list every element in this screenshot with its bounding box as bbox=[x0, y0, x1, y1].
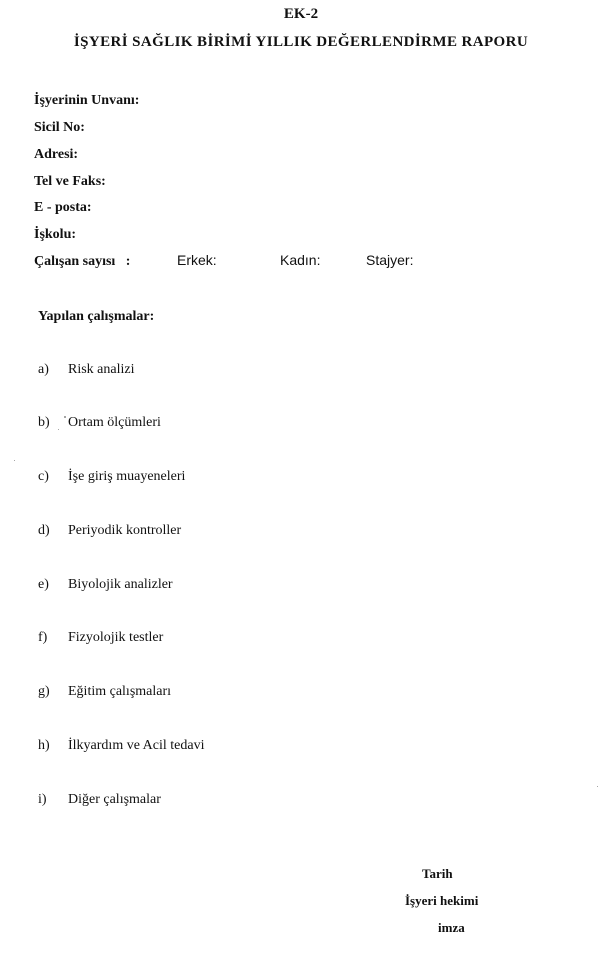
activity-text: Risk analizi bbox=[68, 362, 135, 377]
activity-text: Biyolojik analizler bbox=[68, 577, 173, 592]
employee-male-label: Erkek: bbox=[177, 252, 217, 268]
activity-item bbox=[38, 415, 161, 431]
field-phone-fax: Tel ve Faks: bbox=[34, 174, 106, 189]
field-registry-no: Sicil No: bbox=[34, 120, 85, 135]
document-code: EK-2 bbox=[283, 6, 319, 22]
activity-item bbox=[38, 738, 204, 754]
activity-text: Eğitim çalışmaları bbox=[68, 684, 172, 699]
activities-heading: Yapılan çalışmalar: bbox=[38, 309, 155, 324]
signature-doctor: İşyeri hekimi bbox=[405, 893, 479, 908]
scan-speck bbox=[597, 786, 598, 787]
document-title: İŞYERİ SAĞLIK BİRİMİ YILLIK DEĞERLENDİRME RAPORU bbox=[73, 34, 529, 50]
activity-item bbox=[38, 523, 181, 539]
activity-item bbox=[38, 684, 171, 700]
scan-speck bbox=[14, 460, 15, 461]
activity-letter: c) bbox=[38, 469, 49, 484]
activity-letter: g) bbox=[38, 684, 50, 699]
employee-count-label: Çalışan sayısı : bbox=[34, 254, 131, 269]
activity-letter: e) bbox=[38, 577, 49, 592]
signature-sign: imza bbox=[438, 920, 465, 935]
activity-letter: f) bbox=[38, 630, 48, 645]
activity-item bbox=[38, 792, 161, 808]
activity-letter: i) bbox=[38, 792, 47, 807]
field-industry: İşkolu: bbox=[34, 227, 77, 242]
activity-text: Ortam ölçümleri bbox=[68, 415, 161, 430]
activity-item bbox=[38, 469, 185, 485]
activity-text: Fizyolojik testler bbox=[68, 630, 164, 645]
scan-speck bbox=[64, 416, 66, 418]
activity-item bbox=[38, 362, 135, 378]
activity-text: Diğer çalışmalar bbox=[68, 792, 161, 807]
activity-text: Periyodik kontroller bbox=[68, 523, 182, 538]
field-email: E - posta: bbox=[34, 200, 92, 215]
scan-speck bbox=[58, 429, 59, 430]
activity-text: İşe giriş muayeneleri bbox=[68, 469, 186, 484]
activity-text: İlkyardım ve Acil tedavi bbox=[68, 738, 205, 753]
activity-letter: h) bbox=[38, 738, 50, 753]
activity-letter: b) bbox=[38, 415, 50, 430]
activity-letter: d) bbox=[38, 523, 50, 538]
activity-item bbox=[38, 630, 163, 646]
activity-letter: a) bbox=[38, 362, 49, 377]
field-company-title: İşyerinin Unvanı: bbox=[34, 93, 140, 108]
employee-female-label: Kadın: bbox=[280, 252, 321, 268]
signature-date: Tarih bbox=[422, 866, 453, 881]
employee-intern-label: Stajyer: bbox=[366, 252, 414, 268]
field-address: Adresi: bbox=[34, 147, 79, 162]
activity-item bbox=[38, 577, 173, 593]
